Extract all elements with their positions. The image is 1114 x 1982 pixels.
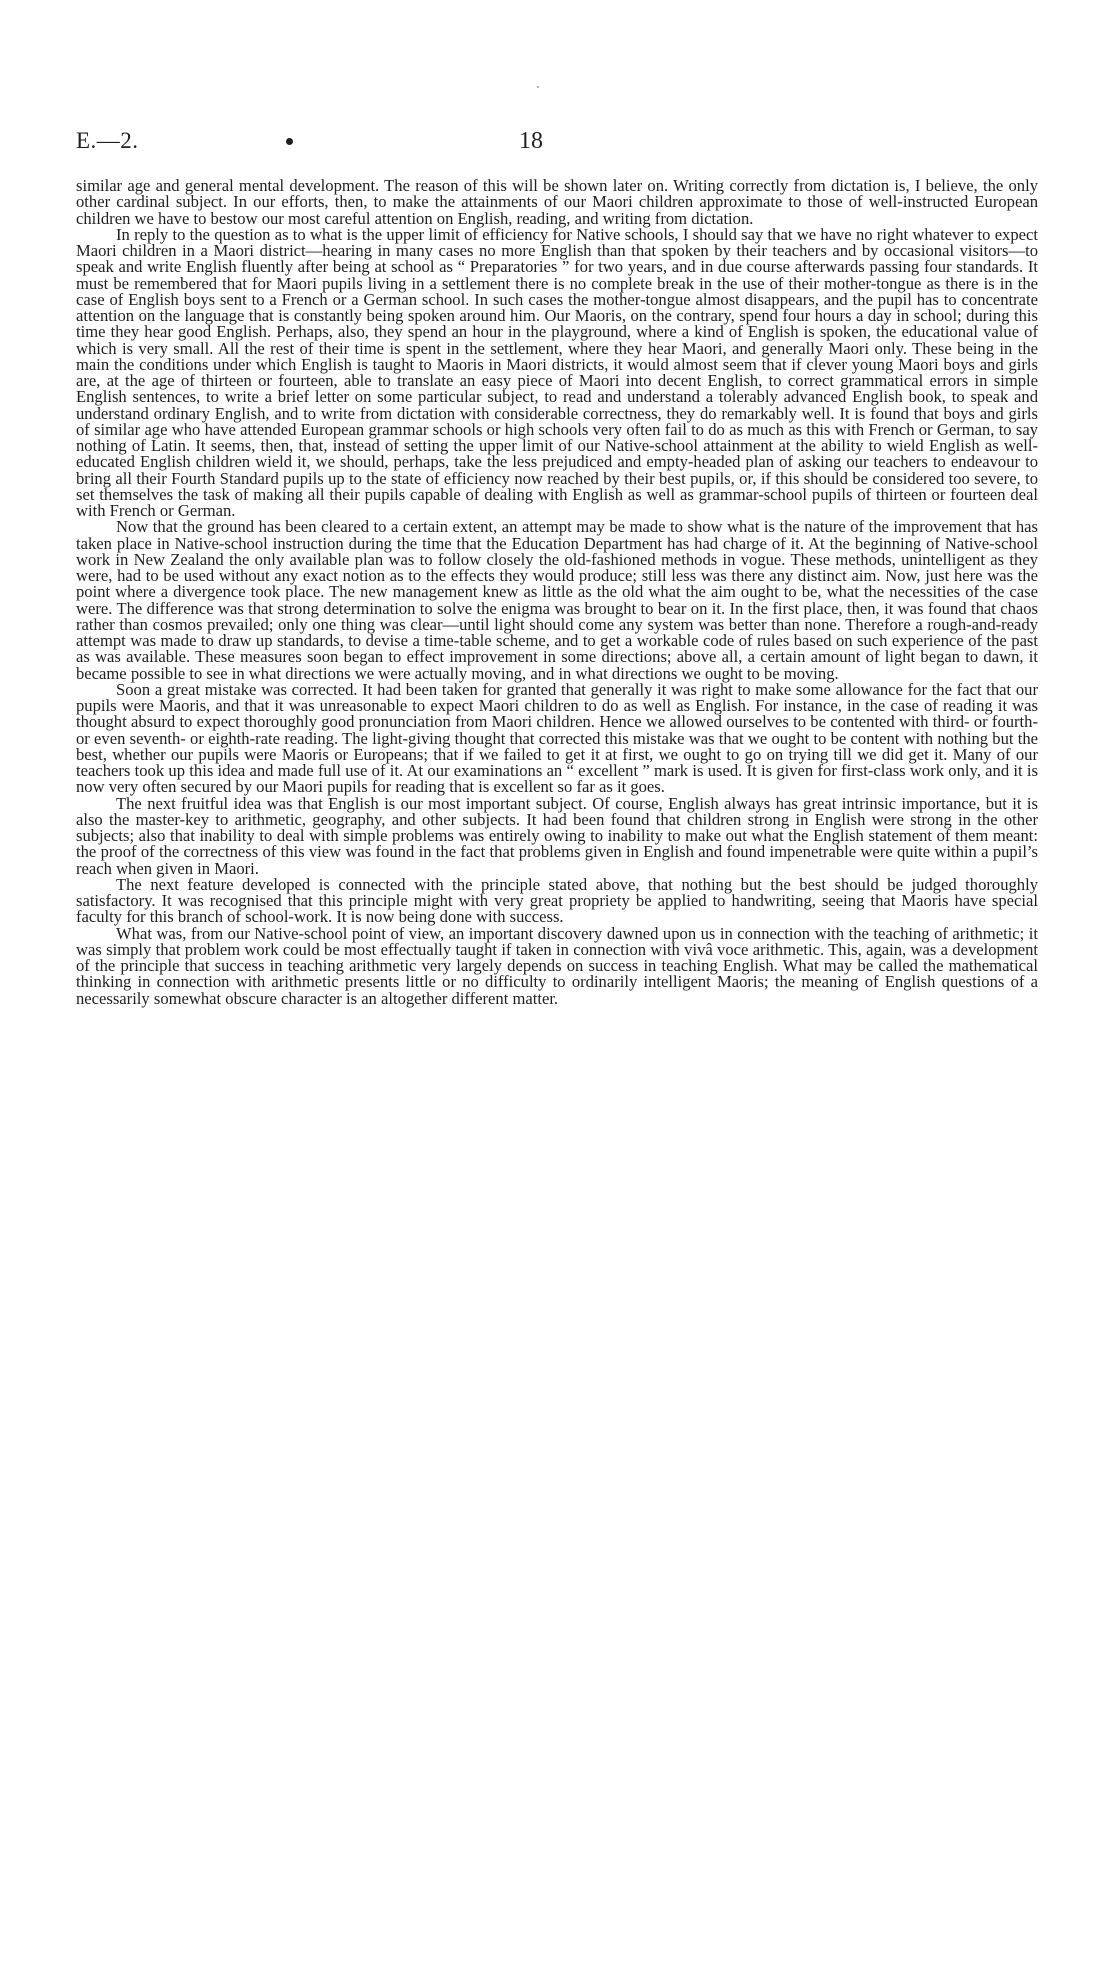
body-text [76,178,1038,1007]
stray-mark [537,86,539,88]
paragraph-3: Now that the ground has been cleared to a certain extent, an attempt may be made to show what is the nature of the improvement that has taken place in Native-school instruction during the time that the Education Department has had charge of it. At the beginning of Native-school work in New Zealand the only available plan was to follow closely the old-fashioned methods in vogue. These methods, unintelligent as they were, had to be used without any exact notion as to the effects they would produce; still less was there any distinct aim. Now, just here was the point where a divergence took place. The new management knew as little as the old what the aim ought to be, what the necessities of the case were. The difference was that strong determination to solve the enigma was brought to bear on it. In the first place, then, it was found that chaos rather than cosmos prevailed; only one thing was clear—until light should come any system was better than none. Therefore a rough-and-ready attempt was made to draw up standards, to devise a time-table scheme, and to get a workable code of rules based on such experience of the past as was available. These measures soon began to effect improvement in some directions; above all, a certain amount of light began to dawn, it became possible to see in what directions we were actually moving, and in what directions we ought to be moving. [76,517,1038,683]
paragraph-7: What was, from our Native-school point of view, an important discovery dawned upon us in connection with the teaching of arithmetic; it was simply that problem work could be most effectually taught if taken in connection with vivâ voce arithmetic. This, again, was a development of the principle that success in teaching arithmetic very largely depends on success in teaching English. What may be called the mathematical thinking in connection with arithmetic presents little or no difficulty to ordinarily intelligent Maoris; the meaning of English questions of a necessarily somewhat obscure character is an altogether different matter. [76,923,1038,1008]
paragraph-1: similar age and general mental development. The reason of this will be shown later on. Writing correctly from dictation is, I believe, the only other cardinal subject. In our efforts, then, to make the attainments of our Maori children approximate to those of well-instructed European children we have to bestow our most careful attention on English, reading, and writing from dictation. [76,176,1038,228]
document-reference: E.—2. [76,128,139,153]
paragraph-6: The next feature developed is connected with the principle stated above, that nothing but the best should be judged thoroughly satisfactory. It was recognised that this principle might with very great propriety be applied to handwriting, seeing that Maoris have special faculty for this branch of school-work. It is now being done with success. [76,874,1038,927]
paragraph-2: In reply to the question as to what is the upper limit of efficiency for Native schools, I should say that we have no right whatever to expect Maori children in a Maori district—hearing in many cases no more English than that spoken by their teachers and by occasional visitors—to speak and write English fluently after being at school as “ Preparatories ” for two years, and in due course afterwards passing four standards. It must be remembered that for Maori pupils living in a settlement there is no complete break in the use of their mother-tongue as there is in the case of English boys sent to a French or a German school. In such cases the mother-tongue almost disappears, and the pupil has to concentrate attention on the language that is constantly being spoken around him. Our Maoris, on the contrary, spend four hours a day in school; during this time they hear good English. Perhaps, also, they spend an hour in the playground, where a kind of English is spoken, the educational value of which is very small. All the rest of their time is spent in the settlement, where they hear Maori, and generally Maori only. These being in the main the conditions under which English is taught to Maoris in Maori districts, it would almost seem that if clever young Maori boys and girls are, at the age of thirteen or fourteen, able to translate an easy piece of Maori into decent English, to correct grammatical errors in simple English sentences, to write a brief letter on some particular subject, to read and understand a tolerably advanced English book, to speak and understand ordinary English, and to write from dictation with considerable correctness, they do remarkably well. It is found that boys and girls of similar age who have attended European grammar schools or high schools very often fail to do as much as this with French or German, to say nothing of Latin. It seems, then, that, instead of setting the upper limit of our Native-school attainment at the ability to wield English as well-educated English children wield it, we should, perhaps, take the less prejudiced and empty-headed plan of asking our teachers to endeavour to bring all their Fourth Standard pupils up to the state of efficiency now reached by their best pupils, or, if this should be considered too severe, to set themselves the task of making all their pupils capable of dealing with English as well as grammar-school pupils of thirteen or fourteen deal with French or German. [76,224,1038,520]
paragraph-4: Soon a great mistake was corrected. It had been taken for granted that generally it was right to make some allowance for the fact that our pupils were Maoris, and that it was unreasonable to expect Maori children to do as well as English. For instance, in the case of reading it was thought absurd to expect thoroughly good pronunciation from Maori children. Hence we allowed ourselves to be contented with third- or fourth- or even seventh- or eighth-rate reading. The light-giving thought that corrected this mistake was that we ought to be content with nothing but the best, whether our pupils were Maoris or Europeans; that if we failed to get it at first, we ought to go on trying till we did get it. Many of our teachers took up this idea and made full use of it. At our examinations an “ excellent ” mark is used. It is given for first-class work only, and it is now very often secured by our Maori pupils for reading that is excellent so far as it goes. [76,679,1038,797]
page-header [76,128,1038,168]
document-page [76,0,1038,1982]
paragraph-5: The next fruitful idea was that English is our most important subject. Of course, English always has great intrinsic importance, but it is also the master-key to arithmetic, geography, and other subjects. It had been found that children strong in English were strong in the other subjects; also that inability to deal with simple problems was entirely owing to inability to make out what the English statement of them meant: the proof of the correctness of this view was found in the fact that problems given in English and found impenetrable were quite within a pupil’s reach when given in Maori. [76,793,1038,878]
dot-mark [286,138,293,145]
page-number: 18 [519,128,543,154]
